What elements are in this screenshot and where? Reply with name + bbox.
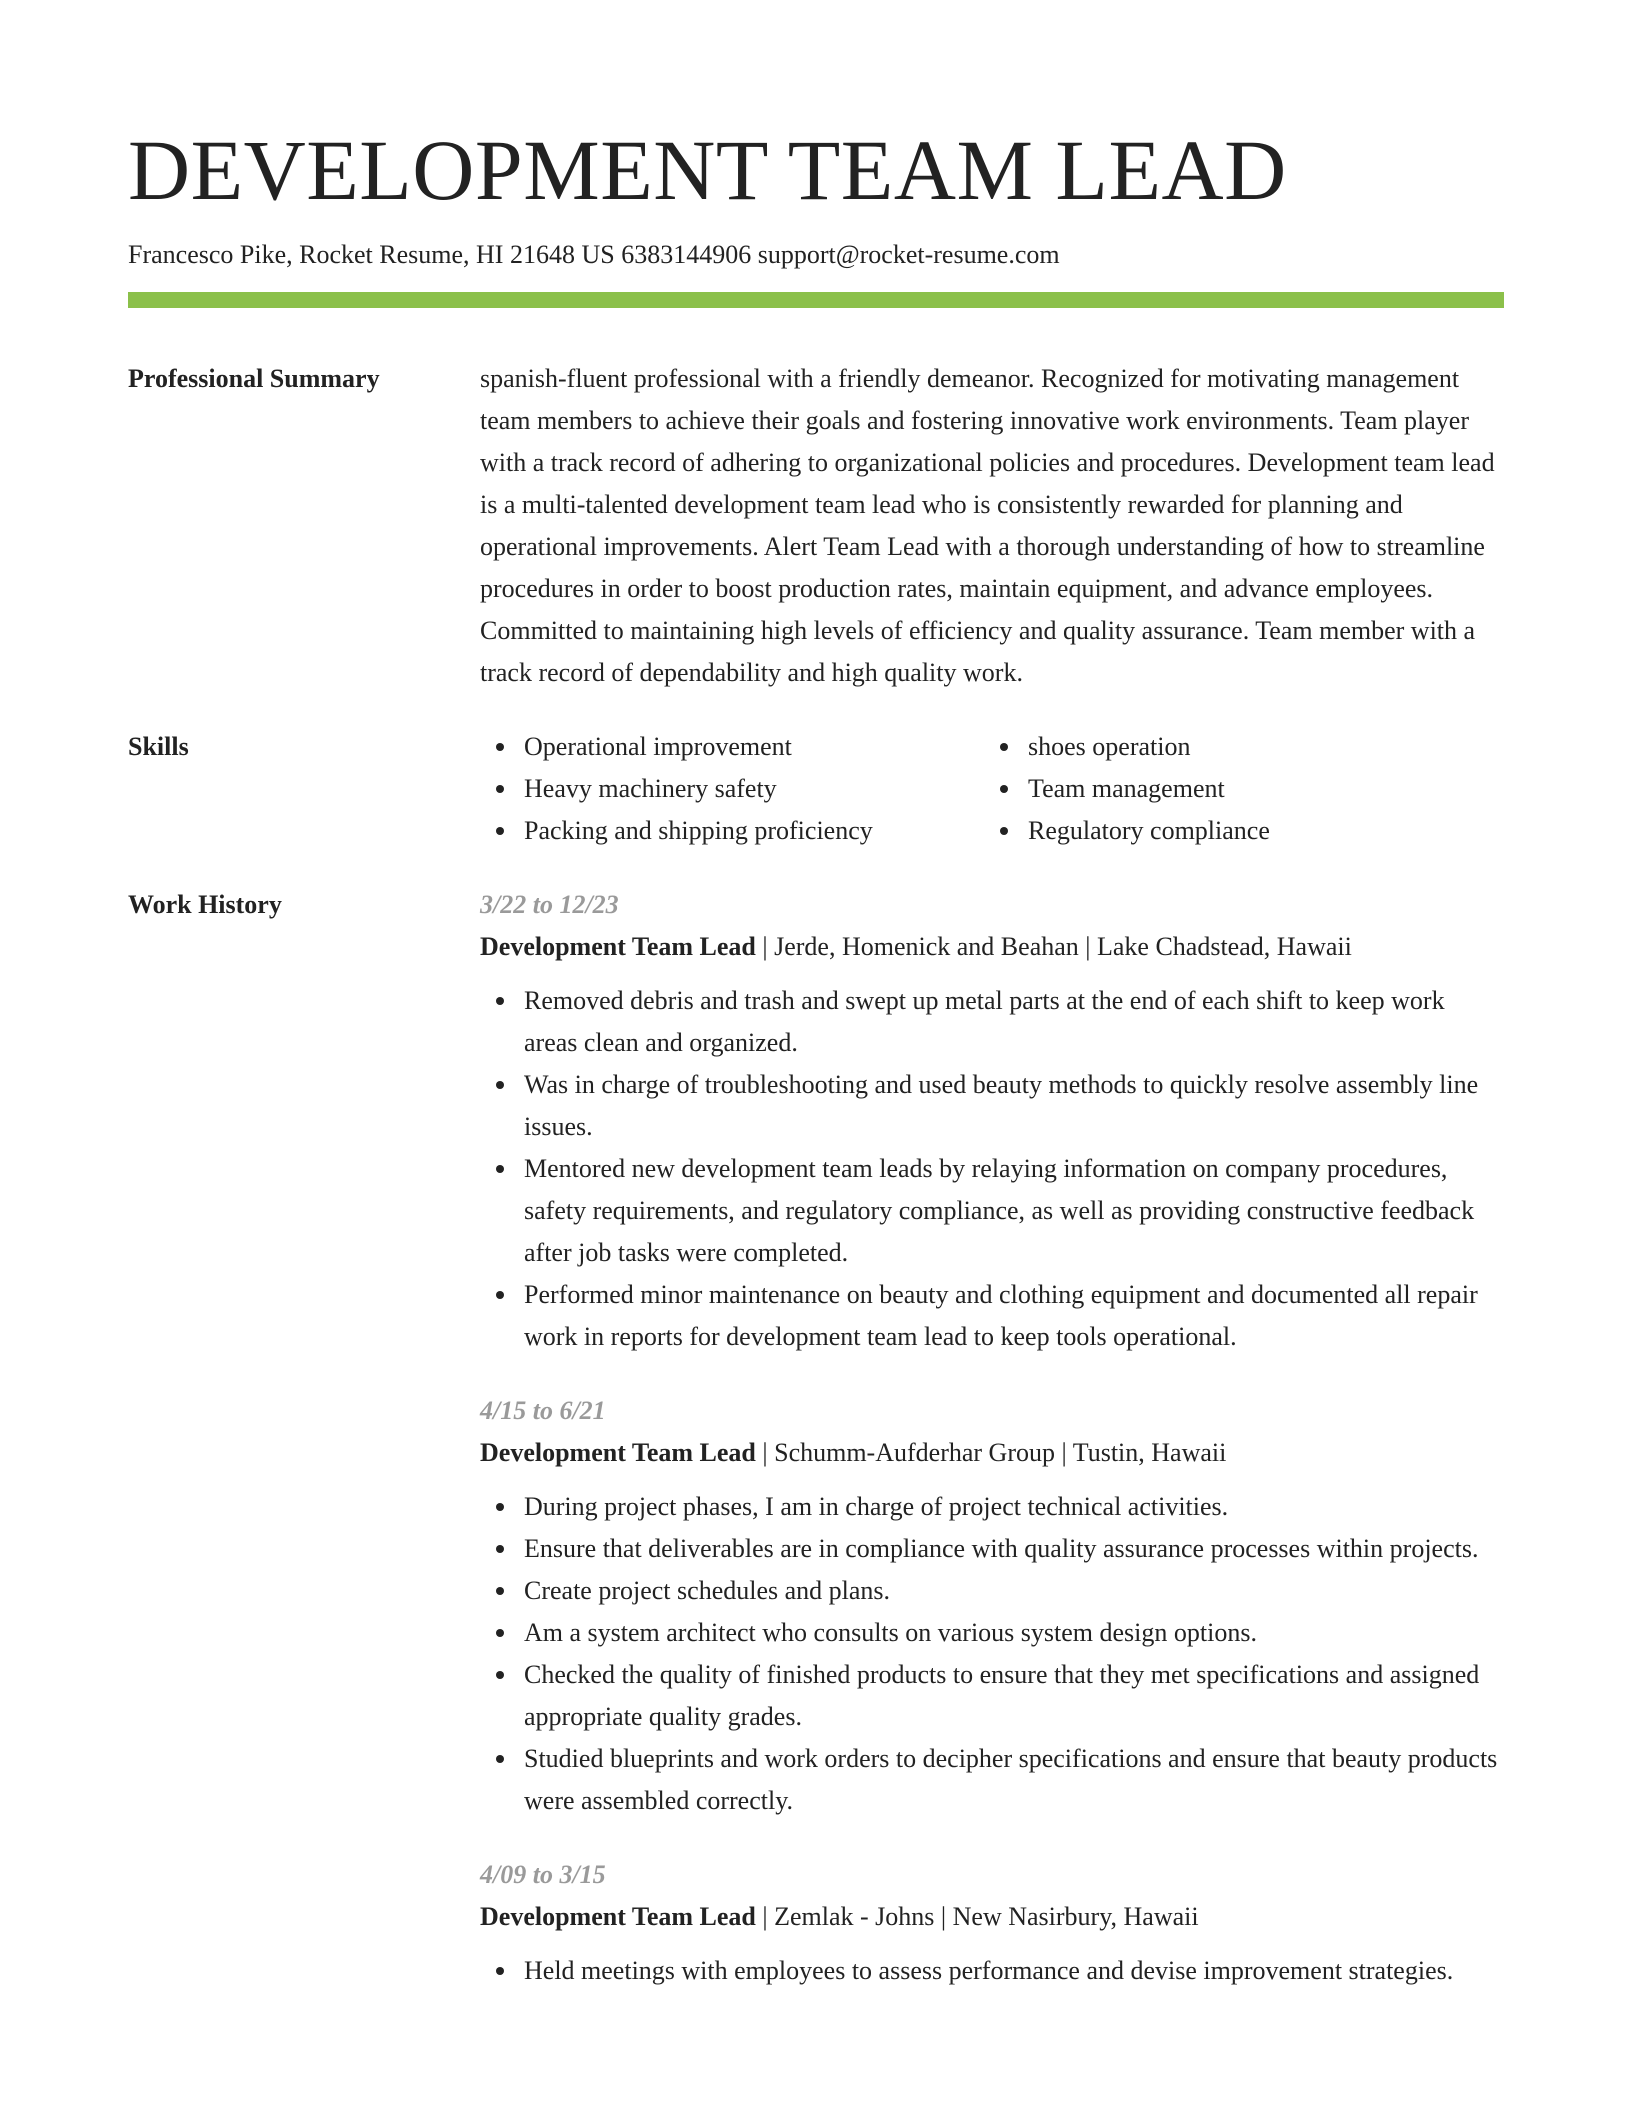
job-heading	[480, 926, 1504, 968]
job-bullet: Studied blueprints and work orders to decipher specifications and ensure that beauty products were assembled correctly.	[480, 1738, 1504, 1822]
job-entry	[480, 1390, 1504, 1822]
job-bullet: Checked the quality of finished products to ensure that they met specifications and assigned appropriate quality grades.	[480, 1654, 1504, 1738]
job-separator: |	[1078, 932, 1097, 961]
job-title: Development Team Lead	[480, 932, 756, 961]
job-bullet: Performed minor maintenance on beauty and clothing equipment and documented all repair work in reports for development team lead to keep tools operational.	[480, 1274, 1504, 1358]
summary-text: spanish-fluent professional with a friendly demeanor. Recognized for motivating management team members to achieve their goals and fostering innovative work environments. Team player with a track record of adhering to organizational policies and procedures. Development team lead is a multi-talented development team lead who is consistently rewarded for planning and operational improvements. Alert Team Lead with a thorough understanding of how to streamline procedures in order to boost production rates, maintain equipment, and advance employees. Committed to maintaining high levels of efficiency and quality assurance. Team member with a track record of dependability and high quality work.	[480, 364, 1495, 687]
job-entry	[480, 884, 1504, 1358]
contact-line: Francesco Pike, Rocket Resume, HI 21648 US 6383144906 support@rocket-resume.com	[128, 240, 1060, 269]
professional-summary-section	[128, 358, 1504, 694]
job-bullet: Create project schedules and plans.	[480, 1570, 1504, 1612]
job-title: Development Team Lead	[480, 1902, 756, 1931]
skill-item: Operational improvement	[480, 726, 984, 768]
job-company: Jerde, Homenick and Beahan	[774, 932, 1079, 961]
job-heading	[480, 1896, 1504, 1938]
job-dates: 4/09 to 3/15	[480, 1860, 606, 1889]
skill-item: Packing and shipping proficiency	[480, 810, 984, 852]
job-bullet: Held meetings with employees to assess performance and devise improvement strategies.	[480, 1950, 1504, 1992]
job-bullet: Removed debris and trash and swept up metal parts at the end of each shift to keep work areas clean and organized.	[480, 980, 1504, 1064]
job-bullets	[480, 1950, 1504, 1992]
job-location: New Nasirbury, Hawaii	[952, 1902, 1199, 1931]
job-entry	[480, 1854, 1504, 1992]
job-bullet: Was in charge of troubleshooting and used beauty methods to quickly resolve assembly line issues.	[480, 1064, 1504, 1148]
skills-list	[480, 726, 1504, 852]
resume-title: DEVELOPMENT TEAM LEAD	[128, 122, 1287, 218]
job-company: Zemlak - Johns	[774, 1902, 935, 1931]
skill-item: Regulatory compliance	[984, 810, 1504, 852]
job-location: Lake Chadstead, Hawaii	[1097, 932, 1352, 961]
section-label-skills: Skills	[128, 732, 189, 761]
job-title: Development Team Lead	[480, 1438, 756, 1467]
section-label-work: Work History	[128, 890, 282, 919]
job-bullet: During project phases, I am in charge of project technical activities.	[480, 1486, 1504, 1528]
skill-item: shoes operation	[984, 726, 1504, 768]
job-separator: |	[755, 932, 775, 961]
job-bullet: Am a system architect who consults on various system design options.	[480, 1612, 1504, 1654]
skills-section	[128, 726, 1504, 852]
skill-item: Team management	[984, 768, 1504, 810]
resume-page	[128, 0, 1504, 2024]
section-label-summary: Professional Summary	[128, 364, 380, 393]
job-bullets	[480, 980, 1504, 1358]
skill-item: Heavy machinery safety	[480, 768, 984, 810]
job-bullets	[480, 1486, 1504, 1822]
job-heading	[480, 1432, 1504, 1474]
accent-divider	[128, 292, 1504, 308]
job-separator: |	[934, 1902, 953, 1931]
work-history-section	[128, 884, 1504, 2024]
job-separator: |	[755, 1438, 775, 1467]
job-separator: |	[1054, 1438, 1073, 1467]
job-location: Tustin, Hawaii	[1072, 1438, 1227, 1467]
job-separator: |	[755, 1902, 775, 1931]
job-dates: 3/22 to 12/23	[480, 890, 619, 919]
job-bullet: Mentored new development team leads by relaying information on company procedures, safety requirements, and regulatory compliance, as well as providing constructive feedback after job tasks were completed.	[480, 1148, 1504, 1274]
job-dates: 4/15 to 6/21	[480, 1396, 606, 1425]
job-company: Schumm-Aufderhar Group	[774, 1438, 1055, 1467]
job-bullet: Ensure that deliverables are in compliance with quality assurance processes within projects.	[480, 1528, 1504, 1570]
